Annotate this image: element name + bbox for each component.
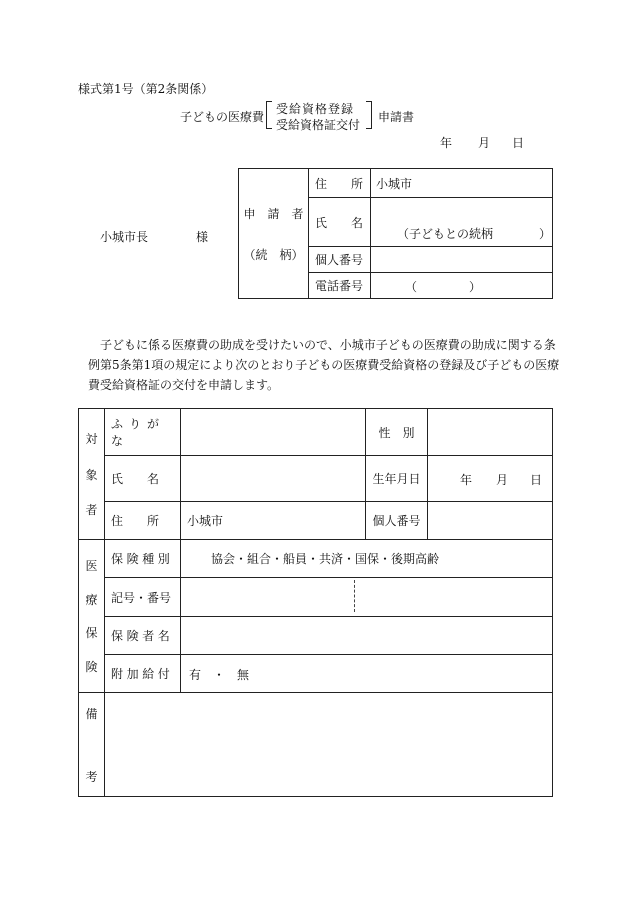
date-day: 日	[512, 136, 525, 150]
applicant-name-field[interactable]	[371, 198, 553, 247]
title-option-registration: 受給資格登録	[276, 102, 355, 116]
addressee-name: 小城市長	[100, 230, 149, 244]
subject-furigana-field[interactable]	[181, 409, 366, 456]
applicant-label-cell	[239, 169, 309, 299]
applicant-table	[238, 168, 553, 299]
subject-sex-field[interactable]	[428, 409, 553, 456]
title-suffix: 申請書	[378, 110, 415, 124]
applicant-id-field[interactable]	[371, 247, 553, 273]
body-text-line-3: 費受給資格証の交付を申請します。	[88, 378, 280, 392]
body-text-line-1: 子どもに係る医療費の助成を受けたいので、小城市子どもの医療費の助成に関する条	[100, 338, 556, 352]
subject-name-label: 氏 名	[105, 456, 181, 502]
body-text-line-2: 例第5条第1項の規定により次のとおり子どもの医療費受給資格の登録及び子どもの医療	[88, 358, 560, 372]
title-right-bracket	[366, 101, 372, 129]
date-month: 月	[478, 136, 491, 150]
subject-id-field[interactable]	[428, 502, 553, 540]
subject-name-field[interactable]	[181, 456, 366, 502]
remarks-label-char-2: 考	[85, 769, 98, 784]
symbol-number-divider	[354, 580, 355, 612]
applicant-name-label: 氏 名	[309, 198, 371, 247]
insurance-type-label: 保険種別	[105, 540, 181, 578]
subject-birth-field[interactable]	[428, 456, 553, 502]
subject-id-label: 個人番号	[366, 502, 428, 540]
remarks-field[interactable]	[105, 693, 553, 797]
birth-month-label: 月	[496, 472, 509, 487]
insurance-insurer-label: 保険者名	[105, 617, 181, 655]
addressee-honorific: 様	[196, 230, 209, 244]
subject-address-field[interactable]: 小城市	[181, 502, 366, 540]
insurance-type-options[interactable]: 協会・組合・船員・共済・国保・後期高齢	[181, 540, 553, 578]
insurance-label-char-2: 療	[85, 592, 98, 607]
insurance-symbol-label: 記号・番号	[105, 578, 181, 617]
subject-label-char-1: 対	[85, 432, 98, 446]
title-left-bracket	[266, 101, 272, 129]
insurance-section-label	[79, 540, 105, 693]
benefit-yes[interactable]: 有	[189, 667, 202, 682]
date-year: 年	[440, 136, 453, 150]
main-form-table	[78, 408, 553, 797]
subject-birth-label: 生年月日	[366, 456, 428, 502]
subject-section-label	[79, 409, 105, 540]
insurance-label-char-1: 医	[85, 559, 98, 573]
insurance-label-char-3: 保	[85, 626, 98, 641]
title-option-certificate: 受給資格証交付	[276, 118, 361, 132]
remarks-section-label	[79, 693, 105, 797]
subject-address-label: 住 所	[105, 502, 181, 540]
form-number: 様式第1号（第2条関係）	[78, 82, 214, 96]
subject-sex-label: 性 別	[366, 409, 428, 456]
benefit-separator: ・	[213, 667, 226, 682]
phone-close-paren: ）	[469, 279, 482, 294]
insurance-label-char-4: 険	[85, 659, 98, 674]
applicant-label: 申 請 者	[243, 206, 304, 221]
title-prefix: 子どもの医療費	[180, 110, 265, 124]
insurance-insurer-field[interactable]	[181, 617, 553, 655]
insurance-benefit-options[interactable]	[181, 655, 553, 693]
applicant-address-label: 住 所	[309, 169, 371, 198]
applicant-address-field[interactable]: 小城市	[371, 169, 553, 198]
applicant-relation-note: （子どもとの続柄	[397, 227, 494, 241]
subject-label-char-2: 象	[85, 467, 98, 482]
applicant-phone-field[interactable]	[371, 273, 553, 299]
applicant-relation-label: （続 柄）	[243, 247, 304, 262]
applicant-phone-label: 電話番号	[309, 273, 371, 299]
birth-year-label: 年	[460, 472, 473, 487]
applicant-relation-close: ）	[539, 227, 552, 241]
applicant-id-label: 個人番号	[309, 247, 371, 273]
benefit-no[interactable]: 無	[237, 667, 250, 682]
phone-open-paren: （	[405, 279, 418, 294]
subject-label-char-3: 者	[85, 503, 98, 517]
insurance-symbol-field[interactable]	[181, 578, 553, 617]
birth-day-label: 日	[530, 472, 543, 487]
remarks-label-char-1: 備	[85, 706, 98, 721]
subject-furigana-label: ふりがな	[105, 409, 181, 456]
insurance-benefit-label: 附加給付	[105, 655, 181, 693]
